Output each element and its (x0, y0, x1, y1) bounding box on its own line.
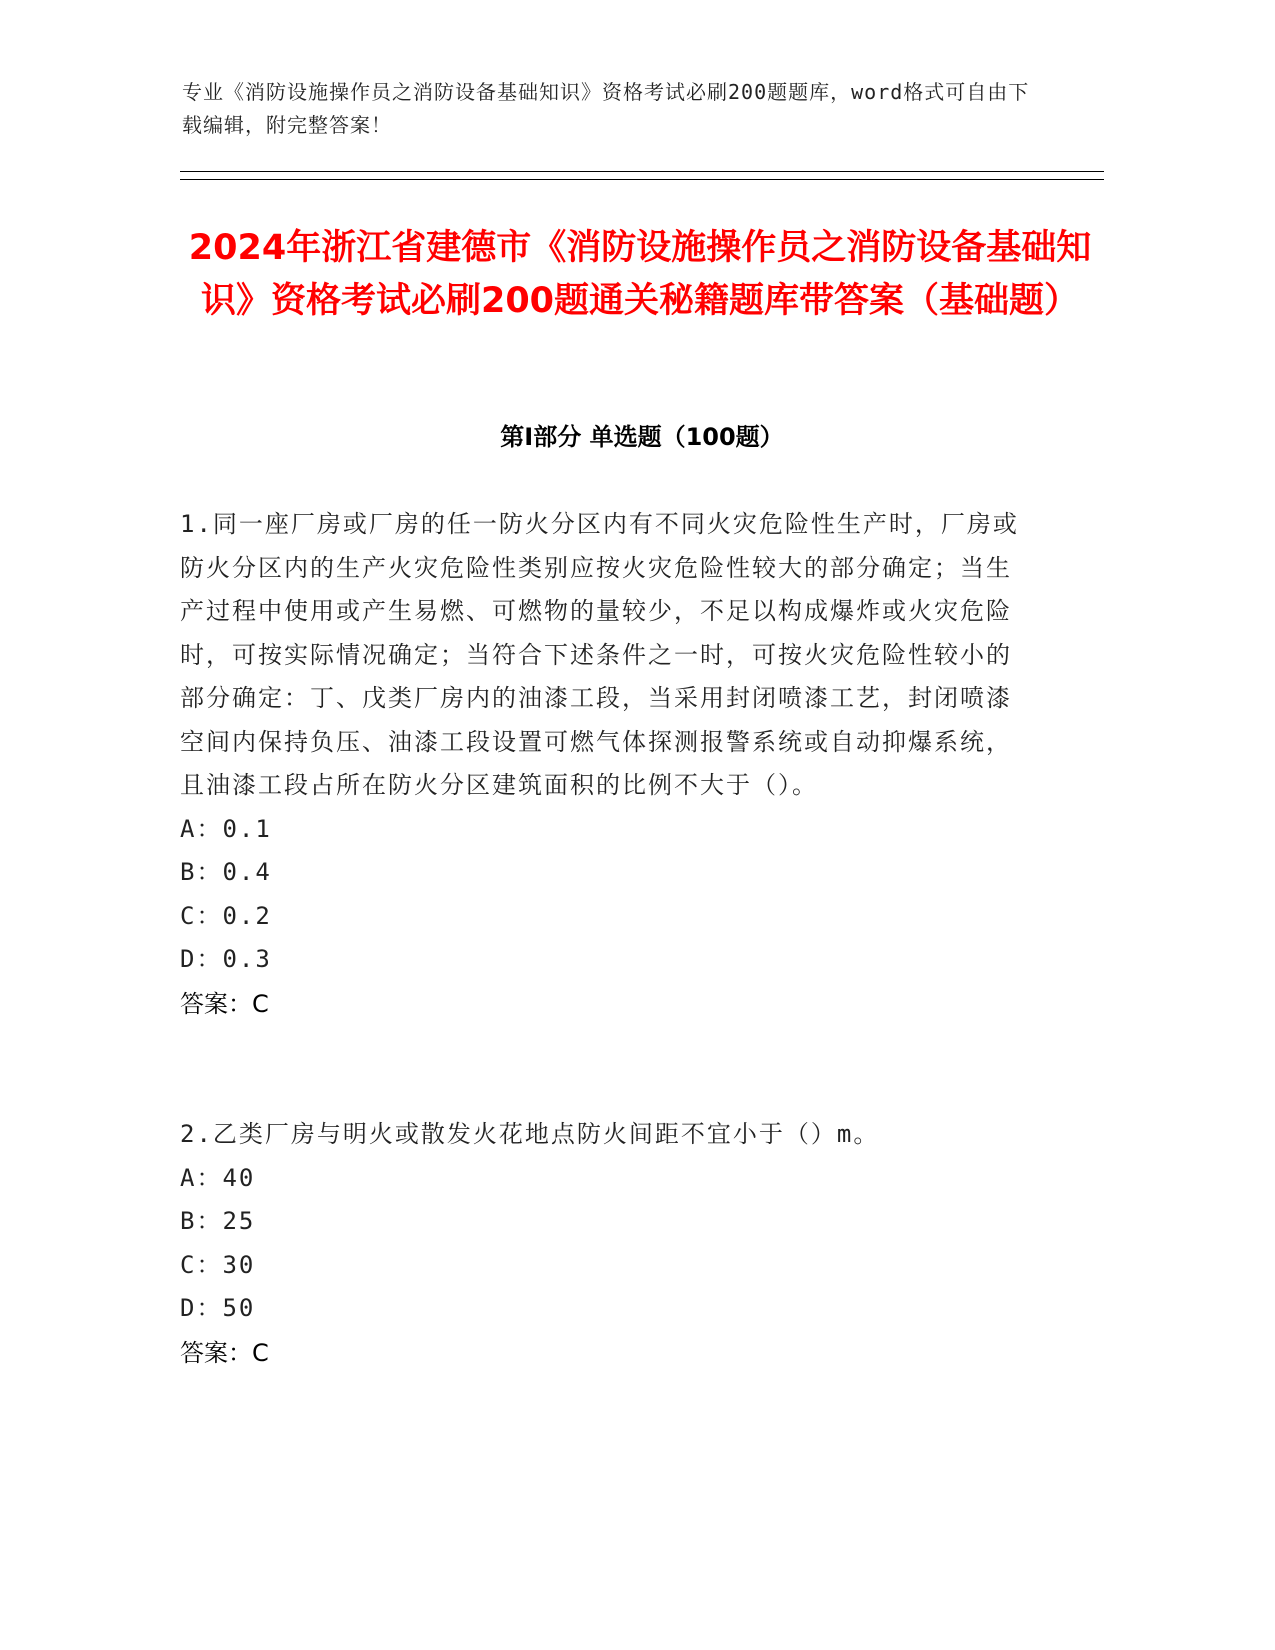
option-a: A：0.1 (180, 814, 272, 843)
header-divider-bottom (180, 179, 1104, 180)
option-d: D：50 (180, 1294, 256, 1322)
question-stem: 2.乙类厂房与明火或散发火花地点防火间距不宜小于（）m。 (180, 1120, 880, 1148)
document-title: 2024年浙江省建德市《消防设施操作员之消防设备基础知识》资格考试必刷200题通关秘籍题库带答案（基础题） (188, 228, 1092, 321)
option-c: C：0.2 (180, 901, 272, 930)
option-c: C：30 (180, 1250, 256, 1279)
answer-label: 答案：C (180, 989, 269, 1018)
section-title: 第Ⅰ部分 单选题（100题） (500, 423, 784, 451)
question-item (180, 503, 1020, 1026)
header-note: 专业《消防设施操作员之消防设备基础知识》资格考试必刷200题题库，word格式可自由下载编辑，附完整答案！ (182, 80, 1030, 137)
question-item (180, 1113, 1020, 1375)
option-b: B：25 (180, 1207, 256, 1235)
option-a: A：40 (180, 1163, 256, 1192)
question-stem: 1.同一座厂房或厂房的任一防火分区内有不同火灾危险性生产时，厂房或防火分区内的生产火灾危险性类别应按火灾危险性较大的部分确定；当生产过程中使用或产生易燃、可燃物的量较少，不足以构成爆炸或火灾危险时，可按实际情况确定；当符合下述条件之一时，可按火灾危险性较小的部分确定：丁、戊类厂房内的油漆工段，当采用封闭喷漆工艺，封闭喷漆空间内保持负压、油漆工段设置可燃气体探测报警系统或自动抑爆系统，且油漆工段占所在防火分区建筑面积的比例不大于（）。 (180, 510, 1019, 799)
answer-label: 答案：C (180, 1338, 269, 1367)
option-d: D：0.3 (180, 945, 272, 973)
header-divider-top (180, 171, 1104, 172)
option-b: B：0.4 (180, 858, 272, 886)
